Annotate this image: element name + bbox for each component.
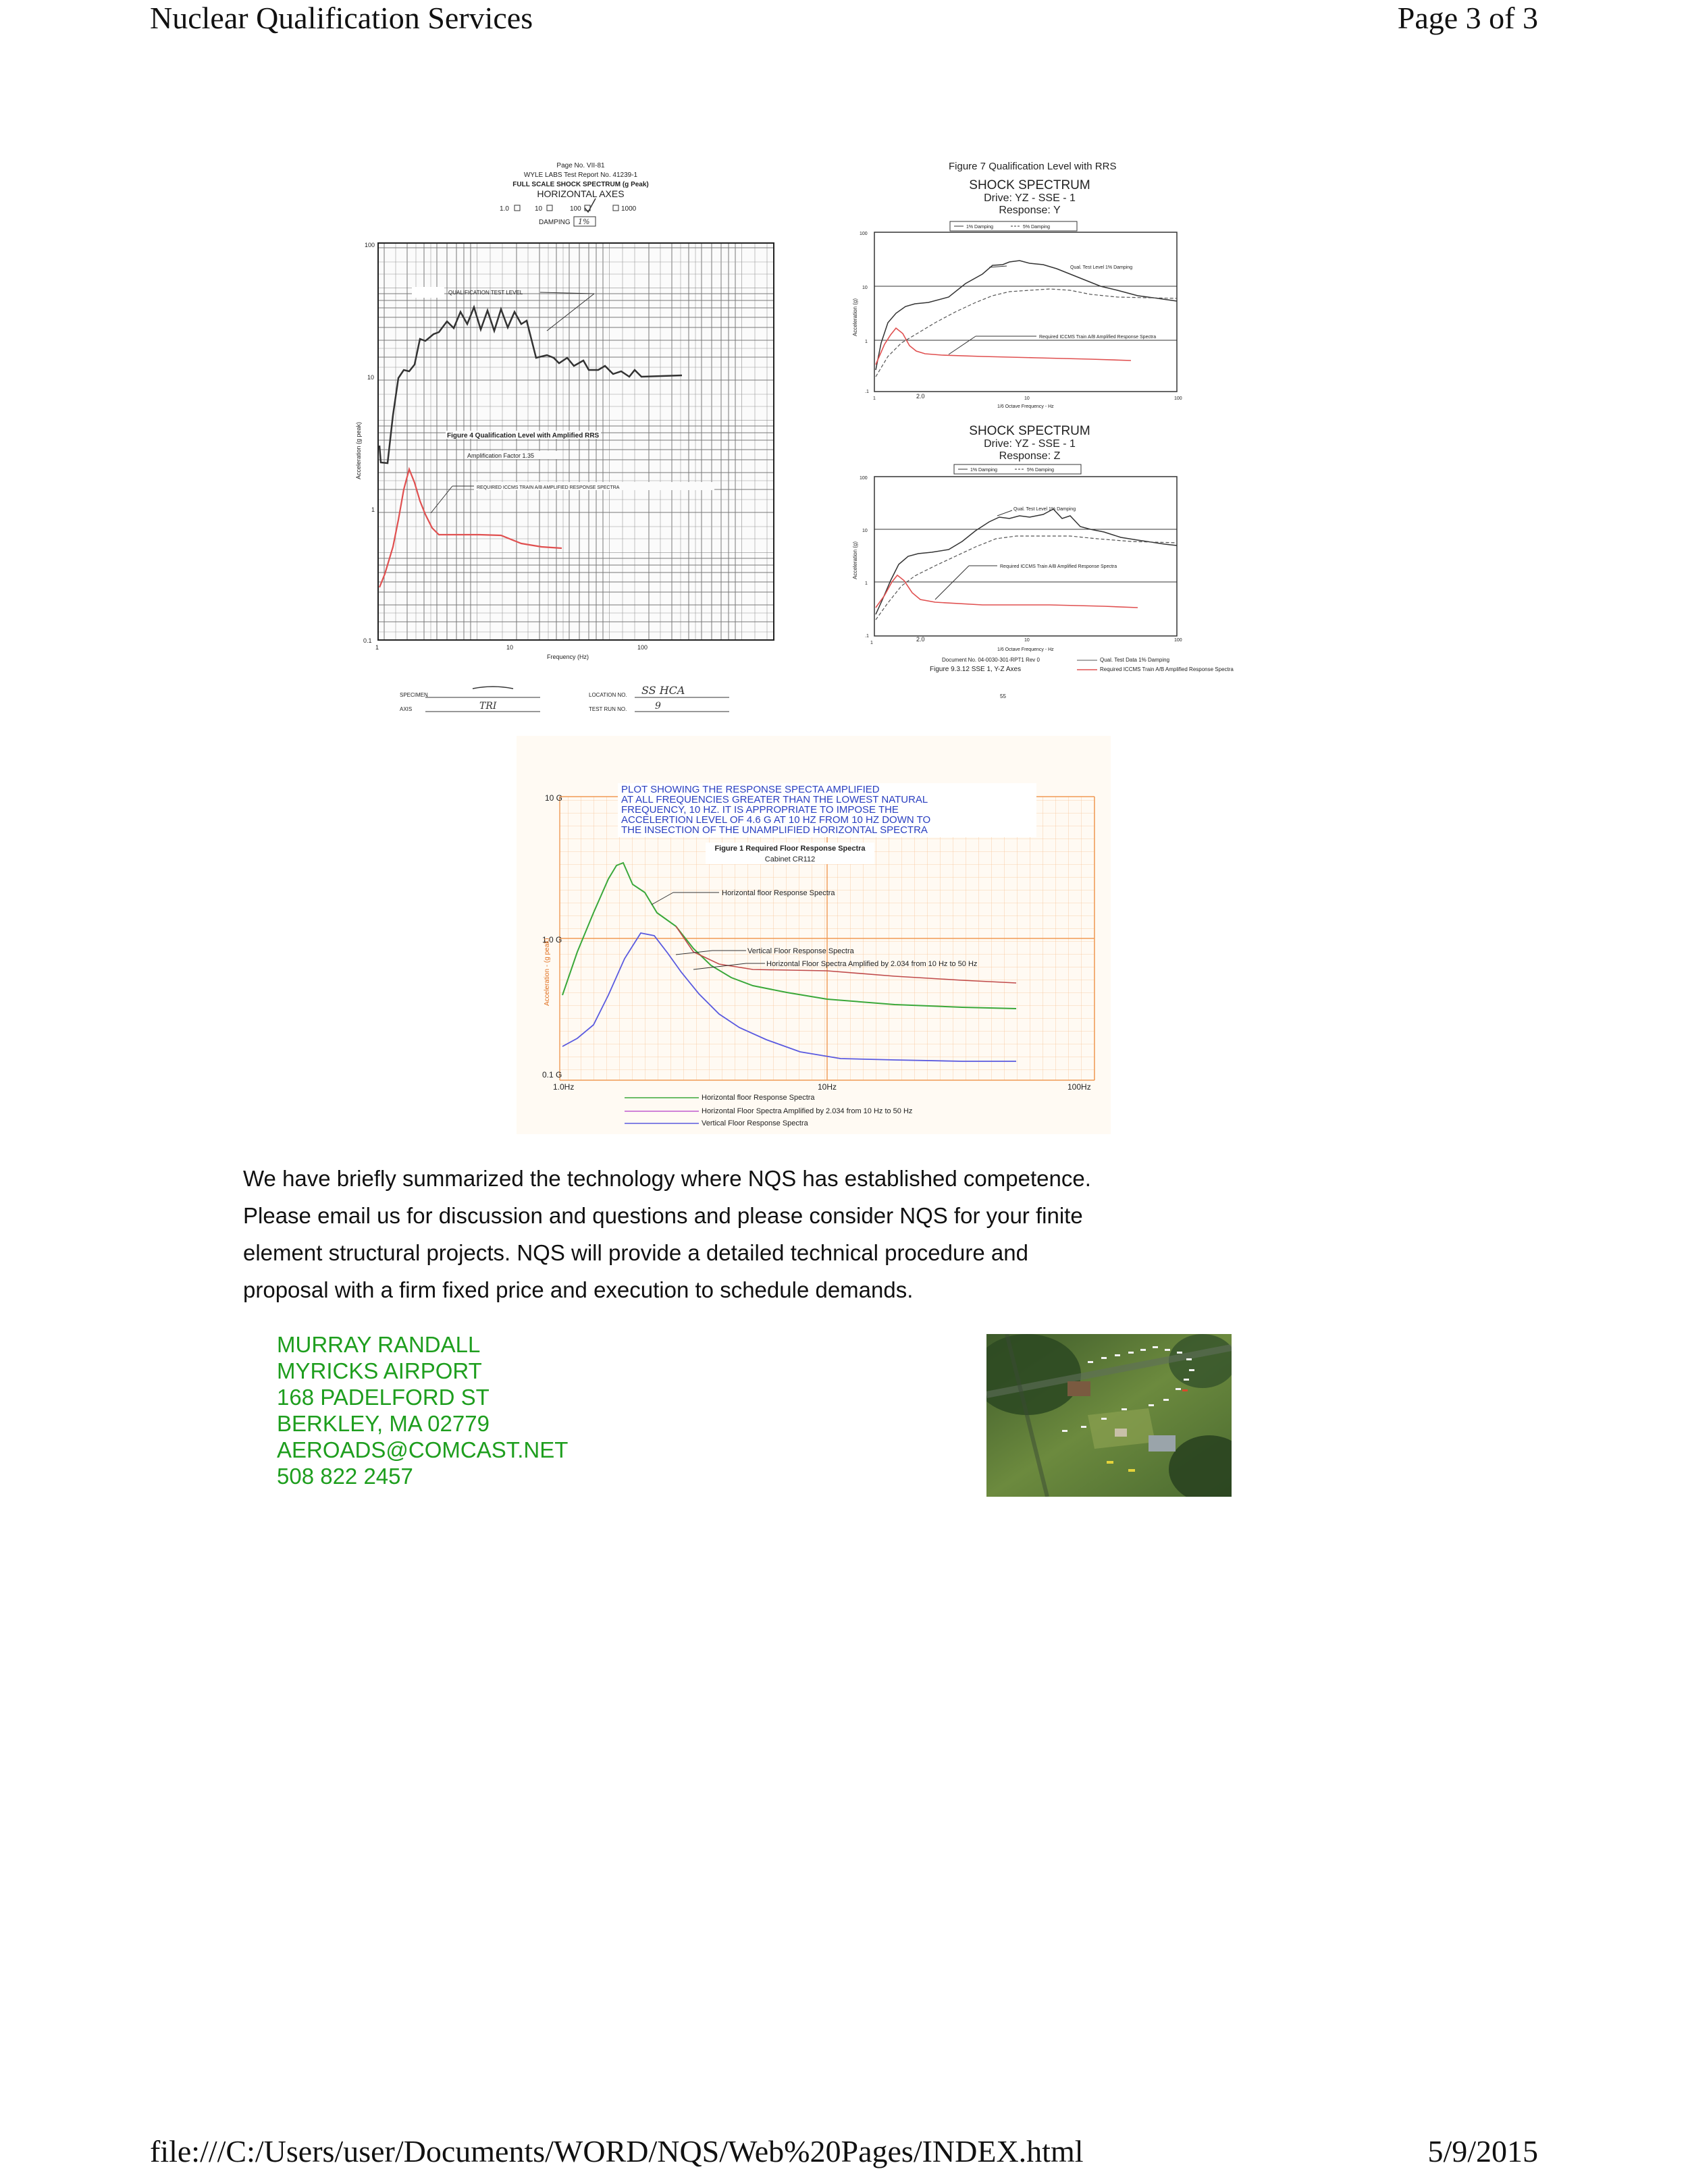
rrs-label: Required ICCMS Train A/B Amplified Response Spectra xyxy=(1000,564,1117,569)
x-tick: 2.0 xyxy=(916,393,925,400)
wyle-page-no: Page No. VII-81 xyxy=(556,162,605,169)
contact-street: 168 PADELFORD ST xyxy=(277,1385,490,1410)
wyle-ylabel: Acceleration (g peak) xyxy=(355,421,362,479)
wyle-axis-value: TRI xyxy=(479,701,497,712)
wyle-title: FULL SCALE SHOCK SPECTRUM (g Peak) xyxy=(512,181,649,188)
legend-label: Horizontal floor Response Spectra xyxy=(702,1094,815,1102)
footer-url: file:///C:/Users/user/Documents/WORD/NQS/Web%20Pages/INDEX.html xyxy=(150,2134,1084,2168)
x-tick: 1.0Hz xyxy=(553,1082,575,1092)
callout-label: Horizontal Floor Spectra Amplified by 2.034 from 10 Hz to 50 Hz xyxy=(766,960,978,968)
fig7-caption: Figure 9.3.12 SSE 1, Y-Z Axes xyxy=(930,666,1022,673)
y-tick: 1 xyxy=(865,340,868,344)
callout-label: Horizontal floor Response Spectra xyxy=(722,889,835,897)
y-tick: 10 xyxy=(862,529,868,533)
x-tick: 10 xyxy=(1024,638,1030,643)
legend-label: Vertical Floor Response Spectra xyxy=(702,1119,808,1127)
wyle-axis-label: AXIS xyxy=(400,706,413,712)
wyle-checkbox-row xyxy=(500,198,637,213)
contact-email[interactable]: AEROADS@COMCAST.NET xyxy=(277,1437,569,1462)
wyle-checkbox-option: 1.0 xyxy=(500,205,509,213)
specimen-handwriting xyxy=(473,687,513,689)
panel-drive: Drive: YZ - SSE - 1 xyxy=(984,438,1076,450)
wyle-amp-factor: Amplification Factor 1.35 xyxy=(467,452,535,459)
wyle-test-run-label: TEST RUN NO. xyxy=(589,706,627,712)
x-tick: 100 xyxy=(1174,396,1182,401)
plot-frame xyxy=(874,232,1177,392)
note-line: AT ALL FREQUENCIES GREATER THAN THE LOWEST NATURAL xyxy=(621,794,928,805)
wyle-plot-area xyxy=(378,243,774,640)
contact-block xyxy=(277,1331,568,1489)
checkbox-icon xyxy=(613,205,618,211)
rrs-label: Required ICCMS Train A/B Amplified Response Spectra xyxy=(1039,335,1157,340)
x-tick: 1 xyxy=(873,396,876,401)
paragraph-line: proposal with a firm fixed price and execution to schedule demands. xyxy=(243,1277,914,1302)
x-axis-label: 1/6 Octave Frequency - Hz xyxy=(997,647,1054,652)
wyle-axes-title: HORIZONTAL AXES xyxy=(537,188,625,199)
qual-label: Qual. Test Level 1% Damping xyxy=(1013,507,1076,512)
y-tick: 10 G xyxy=(545,793,563,803)
x-tick: 100 xyxy=(637,644,648,651)
paragraph-line: We have briefly summarized the technology where NQS has established competence. xyxy=(243,1166,1091,1191)
fig7-legend-qual: Qual. Test Data 1% Damping xyxy=(1100,657,1170,663)
y-tick: .1 xyxy=(865,634,869,639)
fig7-page-num: 55 xyxy=(1000,693,1006,699)
header-title: Nuclear Qualification Services xyxy=(150,1,533,35)
wyle-caption: Figure 4 Qualification Level with Amplified RRS xyxy=(447,432,600,440)
x-axis-label: 1/6 Octave Frequency - Hz xyxy=(997,404,1054,409)
wyle-shock-spectrum-figure xyxy=(344,155,817,736)
note-line: PLOT SHOWING THE RESPONSE SPECTA AMPLIFIED xyxy=(621,784,880,795)
checkbox-icon xyxy=(515,205,520,211)
note-line: FREQUENCY, 10 HZ. IT IS APPROPRIATE TO IMPOSE THE xyxy=(621,804,899,816)
floor-subtitle: Cabinet CR112 xyxy=(764,855,816,863)
contact-organization: MYRICKS AIRPORT xyxy=(277,1358,482,1383)
wyle-checkbox-option: 100 xyxy=(570,205,581,213)
y-tick: 10 xyxy=(862,286,868,290)
contact-city: BERKLEY, MA 02779 xyxy=(277,1411,490,1436)
legend-label: 1% Damping xyxy=(970,468,998,473)
x-tick: 1 xyxy=(375,644,379,651)
y-tick: 1 xyxy=(371,506,375,513)
contact-phone: 508 822 2457 xyxy=(277,1464,413,1489)
floor-response-spectra-figure xyxy=(517,736,1111,1134)
legend-label: Horizontal Floor Spectra Amplified by 2.034 from 10 Hz to 50 Hz xyxy=(702,1107,913,1115)
wyle-checkbox-option: 10 xyxy=(535,205,543,213)
legend-label: 1% Damping xyxy=(966,225,994,230)
wyle-xlabel: Frequency (Hz) xyxy=(547,654,589,660)
wyle-damping-label: DAMPING xyxy=(539,219,571,226)
y-tick: 100 xyxy=(860,232,868,236)
y-tick: .1 xyxy=(865,390,869,394)
callout-label: Vertical Floor Response Spectra xyxy=(747,947,854,955)
panel-heading: SHOCK SPECTRUM xyxy=(969,424,1090,438)
figure-7-shock-spectra xyxy=(847,154,1307,708)
legend-label: 5% Damping xyxy=(1027,468,1055,473)
footer-date: 5/9/2015 xyxy=(1427,2134,1538,2168)
y-axis-label: Acceleration (g) xyxy=(852,298,858,336)
note-line: THE INSECTION OF THE UNAMPLIFIED HORIZONTAL SPECTRA xyxy=(621,824,928,836)
checkbox-icon xyxy=(547,205,552,211)
y-tick: 0.1 xyxy=(363,637,372,644)
plot-frame xyxy=(874,477,1177,636)
y-tick: 1 xyxy=(865,581,868,586)
page-number: Page 3 of 3 xyxy=(1397,1,1538,35)
wyle-checkbox-option: 1000 xyxy=(621,205,637,213)
fig7-doc-no: Document No. 04-0030-301-RPT1 Rev 0 xyxy=(942,657,1040,663)
x-tick: 100 xyxy=(1174,638,1182,643)
wyle-damping-value: 1% xyxy=(578,217,590,226)
wyle-report-no: WYLE LABS Test Report No. 41239-1 xyxy=(523,171,638,179)
panel-response: Response: Z xyxy=(999,450,1061,462)
airport-aerial-photo xyxy=(986,1334,1232,1497)
note-line: ACCELERTION LEVEL OF 4.6 G AT 10 HZ FROM 10 HZ DOWN TO xyxy=(621,814,931,826)
x-tick: 100Hz xyxy=(1067,1082,1091,1092)
x-tick: 2.0 xyxy=(916,636,925,643)
wyle-location-value: SS HCA xyxy=(641,684,685,697)
wyle-specimen-label: SPECIMEN xyxy=(400,692,428,698)
wyle-rrs-label: REQUIRED ICCMS TRAIN A/B AMPLIFIED RESPONSE SPECTRA xyxy=(477,485,620,490)
y-tick: 0.1 G xyxy=(542,1070,562,1080)
y-tick: 10 xyxy=(367,374,375,381)
y-tick: 100 xyxy=(860,476,868,481)
contact-name: MURRAY RANDALL xyxy=(277,1332,481,1357)
panel-heading: SHOCK SPECTRUM xyxy=(969,178,1090,192)
y-axis-label: Acceleration (g) xyxy=(852,541,858,579)
redaction-box xyxy=(412,287,444,298)
panel-drive: Drive: YZ - SSE - 1 xyxy=(984,192,1076,204)
x-tick: 10Hz xyxy=(818,1082,837,1092)
x-tick: 10 xyxy=(1024,396,1030,401)
wyle-test-run-value: 9 xyxy=(655,701,661,712)
summary-paragraph xyxy=(243,1160,1256,1308)
wyle-form-fields xyxy=(400,684,729,712)
floor-title: Figure 1 Required Floor Response Spectra xyxy=(714,845,866,853)
wyle-y-ticks xyxy=(363,242,375,644)
x-tick: 10 xyxy=(506,644,514,651)
wyle-qual-label: QUALIFICATION TEST LEVEL xyxy=(448,290,523,296)
wyle-x-ticks xyxy=(375,644,648,651)
y-tick: 1.0 G xyxy=(542,935,562,944)
floor-ylabel: Acceleration - (g peak) xyxy=(544,938,551,1006)
panel-response: Response: Y xyxy=(999,205,1061,216)
wyle-location-label: LOCATION NO. xyxy=(589,692,627,698)
fig7-title: Figure 7 Qualification Level with RRS xyxy=(949,161,1117,172)
fig7-panel-z xyxy=(852,424,1182,652)
paragraph-line: Please email us for discussion and questions and please consider NQS for your finite xyxy=(243,1203,1083,1228)
x-tick: 1 xyxy=(870,641,873,645)
legend-label: 5% Damping xyxy=(1023,225,1051,230)
fig7-legend-rrs: Required ICCMS Train A/B Amplified Response Spectra xyxy=(1100,666,1234,672)
paragraph-line: element structural projects. NQS will provide a detailed technical procedure and xyxy=(243,1240,1028,1265)
y-tick: 100 xyxy=(365,242,375,248)
fig7-panel-y xyxy=(852,178,1182,409)
qual-label: Qual. Test Level 1% Damping xyxy=(1070,265,1133,270)
